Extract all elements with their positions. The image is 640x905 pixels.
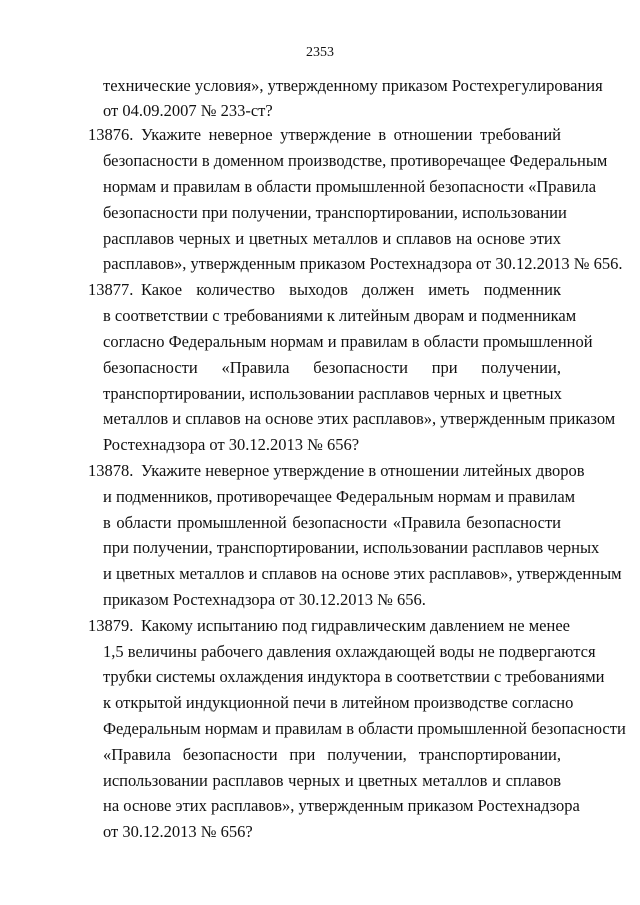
question-line: металлов и сплавов на основе этих расплавов», утвержденным приказом <box>103 409 616 428</box>
question-line: приказом Ростехнадзора от 30.12.2013 № 656. <box>103 590 426 609</box>
question-line: согласно Федеральным нормам и правилам в области промышленной <box>103 332 593 351</box>
question-line: Федеральным нормам и правилам в области промышленной безопасности <box>103 719 626 738</box>
question-number: 13876. <box>88 125 134 144</box>
question-line: и цветных металлов и сплавов на основе этих расплавов», утвержденным <box>103 564 622 583</box>
question-line: и подменников, противоречащее Федеральным нормам и правилам <box>103 487 576 506</box>
question-line: Укажите неверное утверждение в отношении литейных дворов <box>141 461 585 480</box>
question-line: в области промышленной безопасности «Правила безопасности <box>103 513 561 532</box>
question-line: нормам и правилам в области промышленной безопасности «Правила <box>103 177 597 196</box>
question-line: от 30.12.2013 № 656? <box>103 822 253 841</box>
question-line: безопасности в доменном производстве, противоречащее Федеральным <box>103 151 608 170</box>
question-number: 13877. <box>88 280 134 299</box>
question-line: трубки системы охлаждения индуктора в соответствии с требованиями <box>103 667 605 686</box>
question-line: Ростехнадзора от 30.12.2013 № 656? <box>103 435 360 454</box>
intro-line: от 04.09.2007 № 233-ст? <box>103 101 273 120</box>
question-line: Какому испытанию под гидравлическим давлением не менее <box>141 616 570 635</box>
question-line: к открытой индукционной печи в литейном производстве согласно <box>103 693 574 712</box>
question-line: «Правила безопасности при получении, транспортировании, <box>103 745 561 764</box>
question-line: расплавов черных и цветных металлов и сплавов на основе этих <box>103 229 561 248</box>
question-line: расплавов», утвержденным приказом Ростехнадзора от 30.12.2013 № 656. <box>103 254 623 273</box>
intro-line: технические условия», утвержденному приказом Ростехрегулирования <box>103 76 603 95</box>
question-line: использовании расплавов черных и цветных металлов и сплавов <box>103 771 561 790</box>
page-number: 2353 <box>306 45 334 60</box>
question-line: транспортировании, использовании расплавов черных и цветных <box>103 384 562 403</box>
question-number: 13879. <box>88 616 134 635</box>
question-line: при получении, транспортировании, использовании расплавов черных <box>103 538 600 557</box>
question-line: Какое количество выходов должен иметь подменник <box>141 280 561 299</box>
question-line: безопасности «Правила безопасности при получении, <box>103 358 561 377</box>
question-line: 1,5 величины рабочего давления охлаждающей воды не подвергаются <box>103 642 596 661</box>
question-line: на основе этих расплавов», утвержденным приказом Ростехнадзора <box>103 796 580 815</box>
question-line: Укажите неверное утверждение в отношении требований <box>141 125 561 144</box>
question-number: 13878. <box>88 461 134 480</box>
question-line: безопасности при получении, транспортировании, использовании <box>103 203 567 222</box>
question-line: в соответствии с требованиями к литейным дворам и подменникам <box>103 306 577 325</box>
